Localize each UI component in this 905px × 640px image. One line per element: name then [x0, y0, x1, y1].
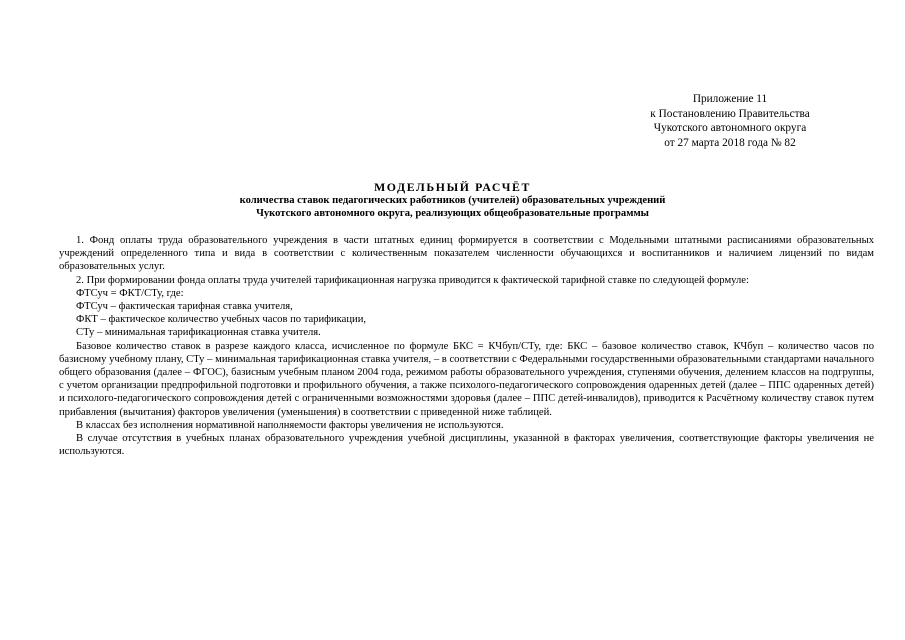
appendix-number: Приложение 11 — [692, 93, 768, 105]
appendix-decree: к Постановлению Правительства — [650, 107, 810, 120]
document-title — [120, 180, 785, 220]
title-subtitle-line-1: количества ставок педагогических работников (учителей) образовательных учреждений — [239, 195, 666, 206]
formula-definition-ftsuch: ФТСуч – фактическая тарифная ставка учителя, — [76, 301, 293, 313]
appendix-header — [600, 92, 860, 150]
paragraph-no-factors: В классах без исполнения нормативной наполняемости факторы увеличения не используются. — [76, 419, 504, 431]
paragraph-missing-discipline: В случае отсутствия в учебных планах образовательного учреждения учебной дисциплины, указанной в факторах увеличения, соответствующие факторы увеличения не используются. — [59, 433, 874, 458]
document-body — [59, 234, 874, 458]
formula-definition-stu: СТу – минимальная тарификационная ставка учителя. — [76, 327, 321, 339]
appendix-date: от 27 марта 2018 года № 82 — [664, 136, 796, 149]
paragraph-base-rates: Базовое количество ставок в разрезе каждого класса, исчисленное по формуле БКС = КЧбуп/СТу, где: БКС – базовое количество ставок, КЧбуп – количество часов по базисному учебному плану, СТу – минимальная тарификационная ставка учителя, – в соответствии с Федеральными государственными образовательными стандартами начального общего образования (далее – ФГОС), базисным учебным планом 2004 года, режимом работы образовательного учреждения, ступенями обучения, делением классов на подгруппы, с учетом организации предпрофильной подготовки и профильного обучения, а также психолого-педагогического сопровождения одаренных детей (далее – ППС одаренных детей) и психолого-педагогического сопровождения детей с ограниченными возможностями здоровья (далее – ППС детей-инвалидов), приводится к Расчётному количеству ставок путем прибавления (вычитания) факторов увеличения (уменьшения) в соответствии с приведенной ниже таблицей. — [59, 340, 874, 418]
formula-definition-fkt: ФКТ – фактическое количество учебных часов по тарификации, — [76, 314, 367, 326]
title-main: МОДЕЛЬНЫЙ РАСЧЁТ — [374, 180, 531, 194]
formula-line: ФТСуч = ФКТ/СТу, где: — [76, 287, 184, 299]
paragraph-1: 1. Фонд оплаты труда образовательного учреждения в части штатных единиц формируется в соответствии с Модельными штатными расписаниями образовательных учреждений определенного типа и вида в соответствии с количественным показателем численности обучающихся и воспитанников и наличием лицензий по видам образовательных услуг. — [59, 235, 874, 273]
title-subtitle-line-2: Чукотского автономного округа, реализующих общеобразовательные программы — [256, 208, 649, 219]
appendix-region: Чукотского автономного округа — [653, 122, 807, 135]
paragraph-2: 2. При формировании фонда оплаты труда учителей тарификационная нагрузка приводится к фактической тарифной ставке по следующей формуле: — [76, 274, 749, 286]
